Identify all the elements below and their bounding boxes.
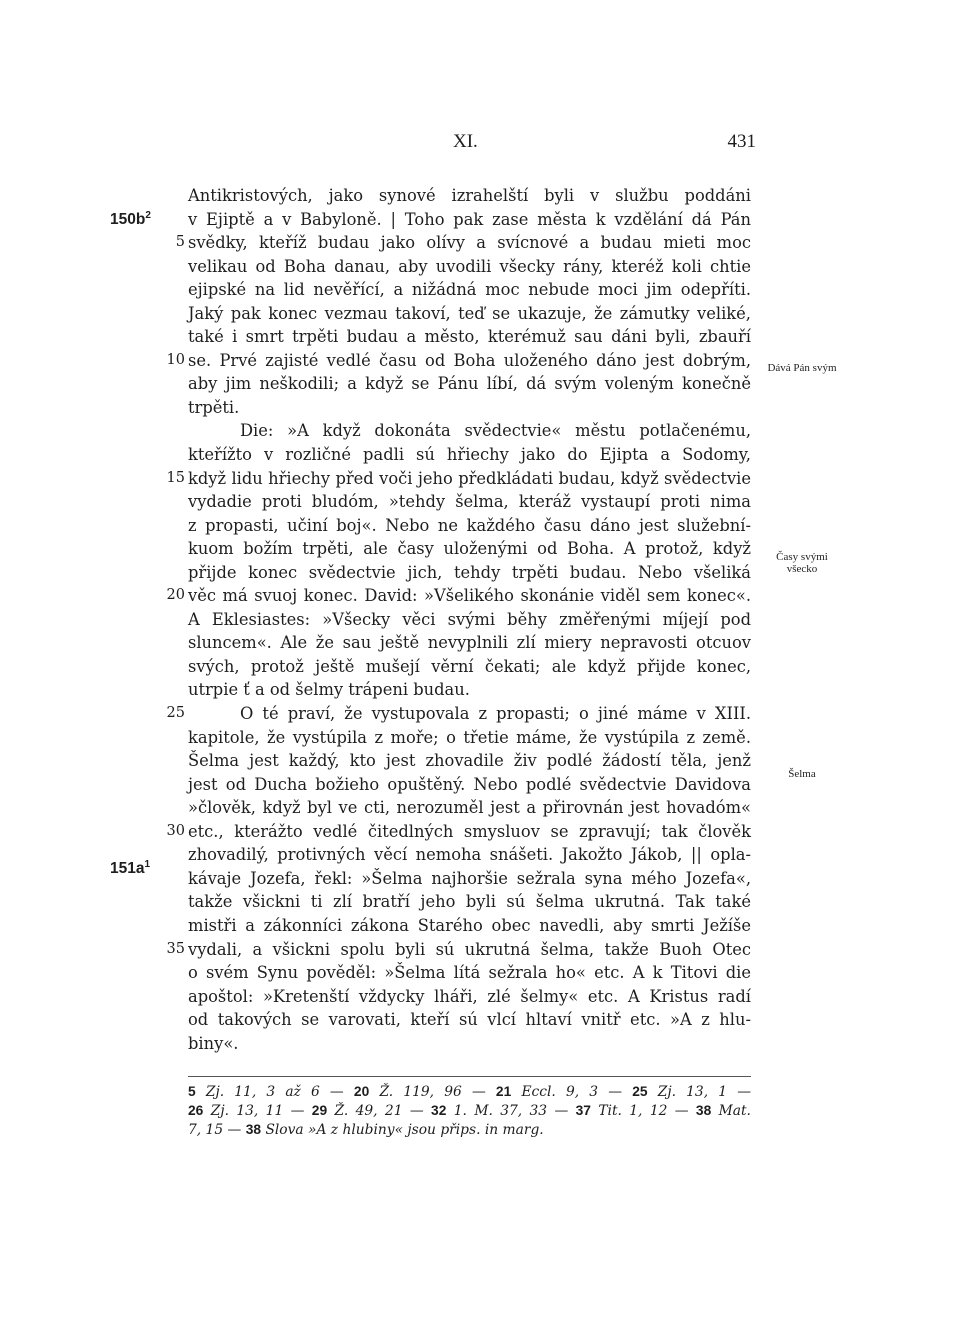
footnote-citation: Zj. 13, 11 xyxy=(210,1103,284,1119)
text-line xyxy=(166,820,751,844)
line-text: vydali, a všickni spolu byli sú ukrutná šelma, takže Buoh Otec xyxy=(188,939,751,959)
line-text: kávaje Jozefa, řekl: »Šelma najhoršie sežrala syna mého Jozefa«, xyxy=(188,868,751,888)
footnote-citation: Ž. 49, 21 xyxy=(334,1103,403,1119)
line-text: »člověk, když byl ve cti, nerozuměl jest a přirovnán jest hovadóm« xyxy=(188,798,751,818)
footnote-citation: 1. M. 37, 33 xyxy=(453,1103,548,1119)
line-text: biny«. xyxy=(188,1033,239,1053)
line-text: zhovadilý, protivných věcí nemoha snášeti. Jakožto Jákob, || opla- xyxy=(188,845,751,865)
text-line xyxy=(188,278,751,302)
footnote-citation: Mat. xyxy=(718,1103,751,1119)
line-text: z propasti, učiní boj«. Nebo ne každého času dáno jest služební- xyxy=(188,515,751,535)
text-line xyxy=(166,702,751,726)
line-number: 5 xyxy=(175,234,185,251)
text-line xyxy=(188,372,751,396)
line-number: 25 xyxy=(166,705,185,722)
line-text: v Ejiptě a v Babyloně. | Toho pak zase města k vzdělání dá Pán xyxy=(188,209,751,229)
text-line xyxy=(188,726,751,750)
footnote-line xyxy=(188,1082,751,1101)
footnote-separator: — xyxy=(547,1103,576,1119)
footnote-citation: Zj. 13, 1 xyxy=(657,1084,728,1100)
footnote-line-ref: 21 xyxy=(495,1084,512,1099)
text-line xyxy=(188,1032,751,1056)
text-line xyxy=(188,867,751,891)
chapter-number: XI. xyxy=(453,131,478,152)
line-number: 35 xyxy=(166,940,185,957)
text-line xyxy=(188,631,751,655)
footnote-citation: Tit. 1, 12 xyxy=(598,1103,668,1119)
text-line xyxy=(188,514,751,538)
footnote-line-ref: 26 xyxy=(188,1103,204,1118)
line-text: když lidu hřiechy před voči jeho předkládati budau, když svědectvie xyxy=(188,468,751,488)
line-text: Antikristových, jako synové izrahelští byli v službu poddáni xyxy=(188,186,751,205)
line-number: 30 xyxy=(166,822,185,839)
main-text xyxy=(166,184,751,1055)
text-line xyxy=(188,608,751,632)
text-line xyxy=(188,490,751,514)
text-line xyxy=(188,325,751,349)
text-line xyxy=(188,890,751,914)
footnote-line-ref: 37 xyxy=(575,1103,591,1118)
line-text: mistři a zákonníci zákona Starého obec navedli, aby smrti Ježíše xyxy=(188,915,751,935)
text-line xyxy=(188,302,751,326)
text-line xyxy=(188,843,751,867)
footnote-separator: — xyxy=(727,1084,752,1100)
page-number: 431 xyxy=(727,131,756,152)
line-text: trpěti. xyxy=(188,397,240,417)
line-text: aby jim neškodili; a když se Pánu líbí, dá svým voleným konečně xyxy=(188,374,751,394)
text-line xyxy=(188,796,751,820)
line-text: O té praví, že vystupovala z propasti; o jiné máme v XIII. xyxy=(240,704,751,724)
text-line xyxy=(188,914,751,938)
footnote-separator: — xyxy=(461,1084,496,1100)
line-text: ejipské na lid nevěřící, a nižádná moc nebude moci jim odepříti. xyxy=(188,280,751,300)
footnote-line xyxy=(188,1120,751,1139)
text-line xyxy=(188,537,751,561)
text-line xyxy=(188,561,751,585)
text-line xyxy=(166,938,751,962)
footnote-separator: — xyxy=(402,1103,432,1119)
line-text: Šelma jest každý, kto jest zhovadile živ podlé žádostí těla, jenž xyxy=(188,751,751,771)
text-line xyxy=(166,349,751,373)
line-text: kuom božím trpěti, ale časy uloženými od Boha. A protož, když xyxy=(188,539,751,559)
line-text: A Eklesiastes: »Všecky věci svými běhy změřenými míjejí pod xyxy=(188,609,751,629)
margin-note: Časy svými všecko xyxy=(776,551,828,575)
folio-mark: $150b^2$ xyxy=(110,210,151,229)
text-line xyxy=(188,655,751,679)
line-text: Jaký pak konec vezmau takoví, teď se ukazuje, že zámutky veliké, xyxy=(188,303,751,323)
text-line xyxy=(188,208,751,232)
line-text: svědky, kteříž budau jako olívy a svícnové a budau mieti moc xyxy=(188,233,751,253)
margin-note: Dává Pán svým xyxy=(767,362,837,374)
text-line xyxy=(188,678,751,702)
line-text: sluncem«. Ale že sau ještě nevyplnili zlí miery nepravosti otcuov xyxy=(188,633,751,653)
running-header xyxy=(0,131,960,155)
text-line xyxy=(188,419,751,443)
margin-note: Šelma xyxy=(788,768,816,780)
line-text: utrpie ť a od šelmy trápeni budau. xyxy=(188,680,470,700)
line-number: 20 xyxy=(166,587,185,604)
footnote-separator: — xyxy=(283,1103,312,1119)
footnote-line-ref: 38 xyxy=(695,1103,712,1118)
footnotes xyxy=(188,1082,751,1139)
text-line xyxy=(188,1008,751,1032)
text-line xyxy=(188,773,751,797)
line-number: 15 xyxy=(166,469,185,486)
line-number: 10 xyxy=(166,351,185,368)
footnote-line xyxy=(188,1101,751,1120)
footnote-line-ref: 20 xyxy=(353,1084,370,1099)
line-text: jest od Ducha božieho opuštěný. Nebo podlé svědectvie Davidova xyxy=(188,774,751,794)
line-text: také i smrt trpěti budau a město, kterémuž sau dáni byli, zbauří xyxy=(188,327,751,347)
footnote-separator: — xyxy=(223,1122,246,1138)
footnote-separator: — xyxy=(598,1084,633,1100)
footnote-line-ref: 5 xyxy=(188,1084,196,1099)
text-line xyxy=(188,255,751,279)
footnote-rule xyxy=(188,1076,751,1077)
text-line xyxy=(188,184,751,208)
footnote-line-ref: 38 xyxy=(245,1122,262,1137)
line-text: od takových se varovati, kteří sú vlcí hltaví vnitř etc. »A z hlu- xyxy=(188,1010,751,1030)
line-text: velikau od Boha danau, aby uvodili všecky rány, kteréž koli chtie xyxy=(188,256,751,276)
line-text: takže všickni ti zlí bratří jeho byli sú šelma ukrutná. Tak také xyxy=(188,892,751,912)
footnote-line-ref: 29 xyxy=(311,1103,328,1118)
line-text: vydadie proti bludóm, »tehdy šelma, kteráž vystaupí proti nima xyxy=(188,492,751,512)
line-text: o svém Synu pověděl: »Šelma lítá sežrala ho« etc. A k Titovi die xyxy=(188,963,751,983)
footnote-line-ref: 32 xyxy=(431,1103,447,1118)
footnote-separator: — xyxy=(667,1103,696,1119)
footnote-citation: 7, 15 xyxy=(188,1122,224,1138)
footnote-line-ref: 25 xyxy=(632,1084,648,1099)
footnote-citation: Ž. 119, 96 xyxy=(379,1084,462,1100)
text-line xyxy=(188,396,751,420)
text-line xyxy=(188,443,751,467)
text-line xyxy=(188,961,751,985)
footnote-separator: — xyxy=(319,1084,354,1100)
text-line xyxy=(166,584,751,608)
footnote-citation: Slova »A z hlubiny« jsou přips. in marg. xyxy=(265,1122,544,1138)
line-text: svých, protož ještě mušejí věrní čekati; ale když přijde konec, xyxy=(188,656,751,676)
text-line xyxy=(188,749,751,773)
line-text: apoštol: »Kretenští vždycky lháři, zlé šelmy« etc. A Kristus radí xyxy=(188,986,751,1006)
line-text: kteřížto v rozličné padli sú hřiechy jako do Ejipta a Sodomy, xyxy=(188,445,751,465)
line-text: etc., kterážto vedlé čitedlných smysluov se zpravují; tak člověk xyxy=(188,821,751,841)
line-text: Die: »A když dokonáta svědectvie« městu potlačenému, xyxy=(240,421,751,441)
text-line xyxy=(188,985,751,1009)
line-text: přijde konec svědectvie jich, tehdy trpěti budau. Nebo všeliká xyxy=(188,562,751,582)
text-line xyxy=(166,467,751,491)
footnote-citation: Zj. 11, 3 až 6 xyxy=(205,1084,320,1100)
line-text: kapitole, že vystúpila z moře; o třetie máme, že vystúpila z země. xyxy=(188,727,751,747)
line-text: se. Prvé zajisté vedlé času od Boha uloženého dáno jest dobrým, xyxy=(188,350,751,370)
footnote-citation: Eccl. 9, 3 xyxy=(521,1084,599,1100)
line-text: věc má svuoj konec. David: »Všelikého skonánie viděl sem konec«. xyxy=(188,586,751,606)
text-line xyxy=(175,231,751,255)
folio-mark: $151a^1$ xyxy=(110,859,151,878)
